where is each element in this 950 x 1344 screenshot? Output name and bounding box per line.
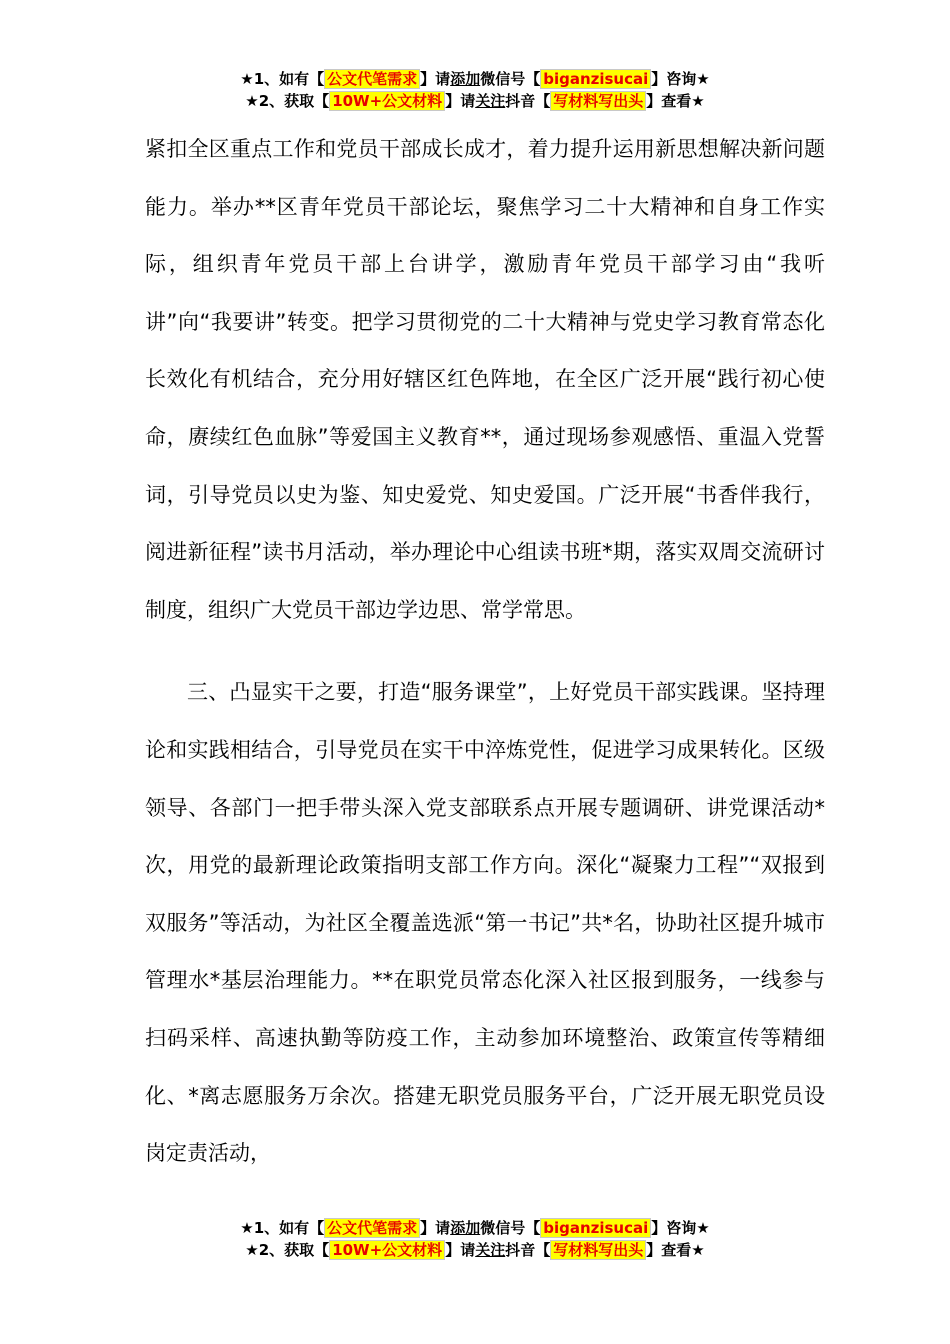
- banner-line-1: [0, 1218, 950, 1240]
- banner-text: 】咨询★: [651, 70, 710, 88]
- banner-text: 】请: [420, 1219, 451, 1237]
- banner-text: ★1、如有【: [240, 70, 325, 88]
- banner-text: 抖音【: [505, 1241, 551, 1259]
- banner-text: 】查看★: [646, 92, 705, 110]
- banner-text: 】咨询★: [651, 1219, 710, 1237]
- banner-highlight: biganzisucai: [540, 69, 651, 89]
- banner-underline: 关注: [475, 92, 506, 110]
- banner-highlight: 公文代笔需求: [324, 1218, 420, 1238]
- banner-highlight: 写材料写出头: [550, 91, 646, 111]
- banner-line-1: [0, 69, 950, 91]
- document-body: [145, 121, 825, 1183]
- banner-highlight: 10W+公文材料: [329, 91, 445, 111]
- footer-banner: [0, 1218, 950, 1262]
- banner-line-2: [0, 1240, 950, 1262]
- banner-highlight: 10W+公文材料: [329, 1240, 445, 1260]
- banner-text: 微信号【: [480, 1219, 541, 1237]
- banner-text: 】请: [445, 92, 476, 110]
- banner-text: ★2、获取【: [245, 1241, 330, 1259]
- paragraph-1: 紧扣全区重点工作和党员干部成长成才，着力提升运用新思想解决新问题能力。举办**区青年党员干部论坛，聚焦学习二十大精神和自身工作实际，组织青年党员干部上台讲学，激励青年党员干部学习由“我听讲”向“我要讲”转变。把学习贯彻党的二十大精神与党史学习教育常态化长效化有机结合，充分用好辖区红色阵地，在全区广泛开展“践行初心使命，赓续红色血脉”等爱国主义教育**，通过现场参观感悟、重温入党誓词，引导党员以史为鉴、知史爱党、知史爱国。广泛开展“书香伴我行，阅进新征程”读书月活动，举办理论中心组读书班*期，落实双周交流研讨制度，组织广大党员干部边学边思、常学常思。: [145, 137, 825, 622]
- banner-text: 】请: [445, 1241, 476, 1259]
- banner-text: 】请: [420, 70, 451, 88]
- banner-highlight: 公文代笔需求: [324, 69, 420, 89]
- paragraph-gap: [145, 639, 825, 664]
- banner-text: 】查看★: [646, 1241, 705, 1259]
- banner-highlight: biganzisucai: [540, 1218, 651, 1238]
- banner-text: ★1、如有【: [240, 1219, 325, 1237]
- banner-text: 抖音【: [505, 92, 551, 110]
- banner-underline: 添加: [450, 1219, 481, 1237]
- banner-underline: 添加: [450, 70, 481, 88]
- banner-text: ★2、获取【: [245, 92, 330, 110]
- header-banner: [0, 69, 950, 113]
- banner-underline: 关注: [475, 1241, 506, 1259]
- banner-text: 微信号【: [480, 70, 541, 88]
- paragraph-2: 三、凸显实干之要，打造“服务课堂”，上好党员干部实践课。坚持理论和实践相结合，引导党员在实干中淬炼党性，促进学习成果转化。区级领导、各部门一把手带头深入党支部联系点开展专题调研、讲党课活动*次，用党的最新理论政策指明支部工作方向。深化“凝聚力工程”“双报到双服务”等活动，为社区全覆盖选派“第一书记”共*名，协助社区提升城市管理水*基层治理能力。**在职党员常态化深入社区报到服务，一线参与扫码采样、高速执勤等防疫工作，主动参加环境整治、政策宣传等精细化、*离志愿服务万余次。搭建无职党员服务平台，广泛开展无职党员设岗定责活动，: [145, 680, 825, 1166]
- banner-highlight: 写材料写出头: [550, 1240, 646, 1260]
- banner-line-2: [0, 91, 950, 113]
